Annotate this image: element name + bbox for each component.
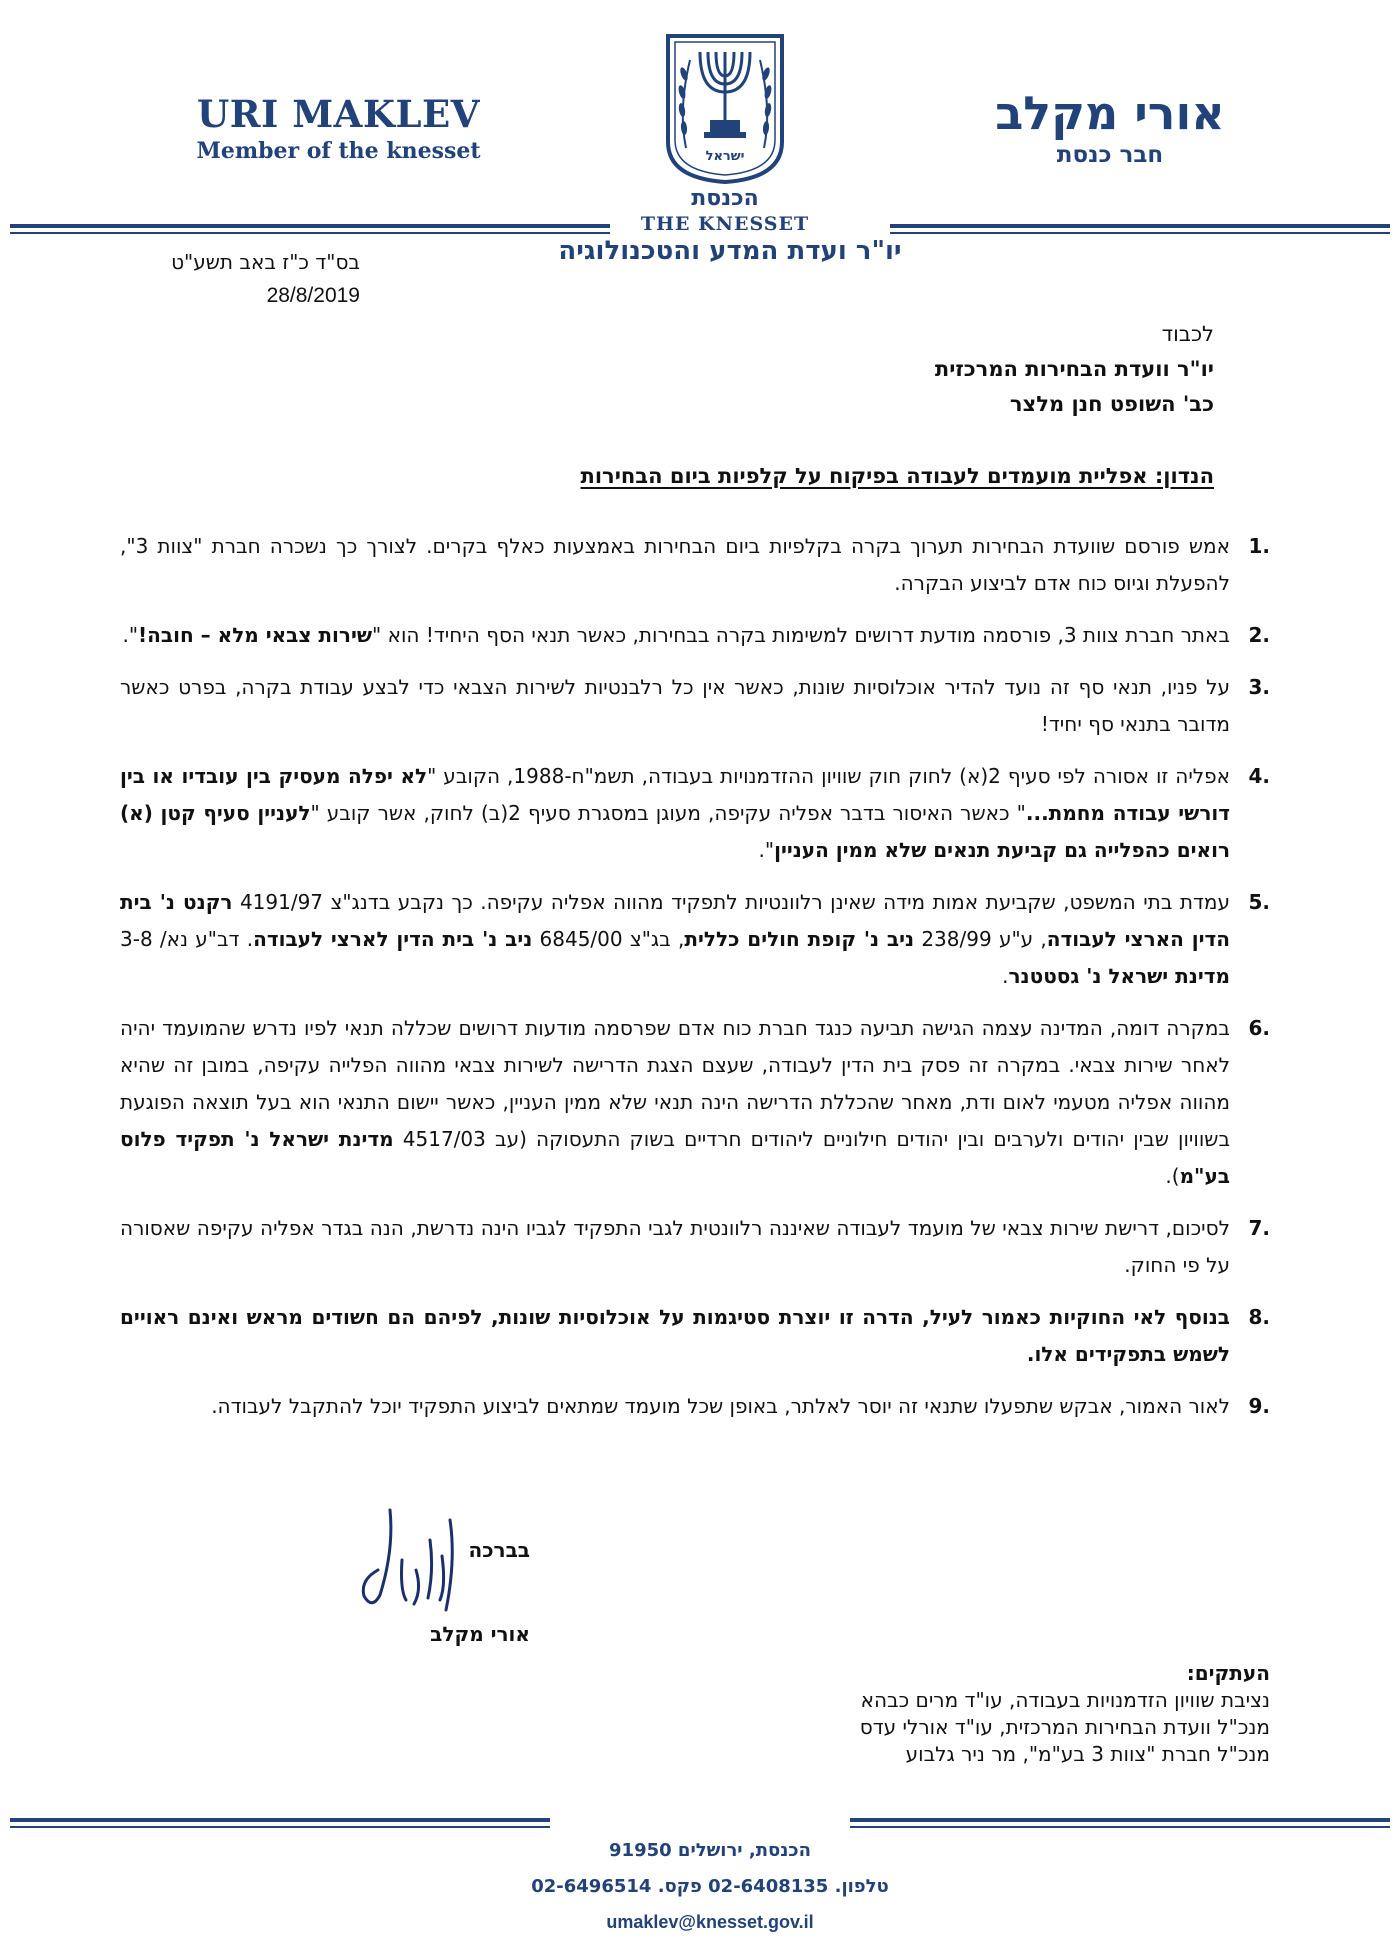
list-item: [120, 1210, 1270, 1284]
list-item: [120, 617, 1270, 654]
list-item: [120, 1388, 1270, 1425]
letter-body: [120, 528, 1270, 1440]
letter-date: 28/8/2019: [266, 284, 360, 307]
footer-rule-right-thin: [850, 1826, 1390, 1828]
item-text-bold: שירות צבאי מלא – חובה!: [138, 623, 373, 647]
item-text: [120, 758, 1230, 869]
handwritten-signature-icon: [350, 1500, 480, 1620]
item-text-span: .: [1002, 964, 1009, 988]
signer-name: אורי מקלב: [430, 1622, 530, 1646]
addressee-title: יו"ר וועדת הבחירות המרכזית: [934, 357, 1214, 381]
footer-email[interactable]: umaklev@knesset.gov.il: [606, 1912, 814, 1932]
cc-line: מנכ"ל חברת "צוות 3 בע"מ", מר ניר גלבוע: [905, 1742, 1270, 1766]
item-text-bold: ניב נ' בית הדין לארצי לעבודה: [253, 927, 533, 951]
item-text-span: במקרה דומה, המדינה עצמה הגישה תביעה כנגד חברת כוח אדם שפרסמה מודעות דרושים שכללה תנאי לפיו נדרש שהמועמד יהיה לאחר שירות צבאי. במקרה זה פסק בית הדין לעבודה, שעצם הצגת הדרישה לשירות צבאי מהווה הפלייה עקיפה, במובן זה שהיא מהווה אפליה מטעמי לאום ודת, מאחר שהכללת הדרישה הינה תנאי שלא ממין העניין, כאשר יישום התנאי הוא בעל תוצאה הפוגעת בשוויון שבין יהודים ולערבים ובין יהודים חילוניים ליהודים חרדיים בשוק התעסוקה (עב 4517/03: [120, 1016, 1231, 1151]
item-text: [120, 617, 1230, 654]
item-number: .3: [1248, 675, 1270, 699]
item-text-span: , בג"צ 6845/00: [532, 927, 685, 951]
header-rule-right-thin: [890, 232, 1390, 234]
item-number: .9: [1248, 1394, 1270, 1418]
item-text-bold: רקנט נ' בית הדין הארצי לעבודה: [120, 890, 1231, 951]
letterhead-role-english: Member of the knesset: [196, 138, 481, 164]
item-text-span: " כאשר האיסור בדבר אפליה עקיפה, מעוגן במסגרת סעיף 2(ב) לחוק, אשר קובע ": [310, 801, 1026, 825]
footer-rule-left: [10, 1818, 550, 1822]
item-text: [120, 1299, 1230, 1373]
item-text-bold: ניב נ' קופת חולים כללית: [684, 927, 915, 951]
item-text-span: ).: [1165, 1164, 1180, 1188]
item-number: .8: [1248, 1305, 1270, 1329]
item-text-bold: לעניין סעיף קטן (א) רואים כהפלייה גם קביעת תנאים שלא ממין העניין: [120, 801, 1230, 862]
item-text-span: ".: [758, 838, 775, 862]
header-rule-right: [890, 224, 1390, 228]
item-text-span: על פניו, תנאי סף זה נועד להדיר אוכלוסיות שונות, כאשר אין כל רלבנטיות לשירות הצבאי כדי לבצע עבודת בקרה, בפרט כאשר מדובר בתנאי סף יחיד!: [120, 675, 1230, 736]
item-number: .2: [1248, 623, 1270, 647]
item-number: .6: [1248, 1016, 1270, 1040]
item-text-bold: מדינת ישראל נ' גסטטנר: [1008, 964, 1230, 988]
item-text-span: אפליה זו אסורה לפי סעיף 2(א) לחוק חוק שוויון ההזדמנויות בעבודה, תשמ"ח-1988, הקובע ": [427, 764, 1231, 788]
header-rule-left-thin: [10, 232, 610, 234]
item-text-bold: מדינת ישראל נ' תפקיד פלוס בע"מ: [120, 1127, 1230, 1188]
item-text: [120, 1210, 1230, 1284]
item-text: [120, 884, 1230, 995]
cc-line: מנכ"ל וועדת הבחירות המרכזית, עו"ד אורלי עדס: [859, 1715, 1270, 1739]
item-number: .7: [1248, 1216, 1270, 1240]
item-text-span: עמדת בתי המשפט, שקביעת אמות מידה שאינן רלוונטיות לתפקיד מהווה אפליה עקיפה. כך נקבע בדנג"צ 4191/97: [232, 890, 1230, 914]
item-text: [120, 1388, 1230, 1425]
signature-block: [330, 1500, 530, 1660]
item-number: .5: [1248, 890, 1270, 914]
emblem-caption: ישראל: [705, 149, 745, 164]
letterhead-name-hebrew: אורי מקלב: [995, 86, 1225, 140]
hebrew-date: בס"ד כ"ז באב תשע"ט: [171, 250, 360, 274]
list-item: [120, 1299, 1270, 1373]
list-item: [120, 884, 1270, 995]
letterhead-name-english: URI MAKLEV: [197, 92, 480, 136]
cc-title: העתקים:: [1186, 1661, 1270, 1685]
item-text-span: באתר חברת צוות 3, פורסמה מודעת דרושים למשימות בקרה בבחירות, כאשר תנאי הסף היחיד! הוא ": [372, 623, 1230, 647]
subject-line: הנדון: אפליית מועמדים לעבודה בפיקוח על קלפיות ביום הבחירות: [580, 464, 1214, 488]
signature-greeting: בברכה: [468, 1538, 530, 1562]
item-text-bold: לא יפלה מעסיק בין עובדיו או בין דורשי עבודה מחמת...: [120, 764, 1230, 825]
footer-phone-fax: טלפון. 02-6408135 פקס. 02-6496514: [531, 1876, 889, 1897]
cc-list: [680, 1660, 1270, 1768]
item-text: [120, 528, 1230, 602]
item-number: .4: [1248, 764, 1270, 788]
footer-rule-right: [850, 1818, 1390, 1822]
item-text: [120, 669, 1230, 743]
item-text-span: , ע"ע 238/99: [914, 927, 1047, 951]
item-text-span: אמש פורסם שוועדת הבחירות תערוך בקרה בקלפיות ביום הבחירות באמצעות כאלף בקרים. לצורך כך נשכרה חברת "צוות 3", להפעלת וגיוס כוח אדם לביצוע הבקרה.: [120, 534, 1230, 595]
header-rule-left: [10, 224, 610, 228]
letterhead-role-hebrew: חבר כנסת: [1056, 142, 1164, 168]
list-item: [120, 1010, 1270, 1195]
knesset-name-hebrew: הכנסת: [691, 186, 759, 211]
addressee-salutation: לכבוד: [1161, 322, 1214, 346]
item-text-span: לסיכום, דרישת שירות צבאי של מועמד לעבודה שאיננה רלוונטית לגבי התפקיד לגביו הינה נדרשת, הנה בגדר אפליה עקיפה שאסורה על פי החוק.: [120, 1216, 1230, 1277]
item-number: .1: [1248, 534, 1270, 558]
list-item: [120, 758, 1270, 869]
committee-title: יו"ר ועדת המדע והטכנולוגיה: [558, 236, 902, 266]
addressee-name: כב' השופט חנן מלצר: [1009, 392, 1214, 416]
list-item: [120, 669, 1270, 743]
item-text: [120, 1010, 1230, 1195]
item-text-span: . דב"ע נא/ 3-8: [120, 927, 254, 951]
list-item: [120, 528, 1270, 602]
item-text-bold: בנוסף לאי החוקיות כאמור לעיל, הדרה זו יוצרת סטיגמות על אוכלוסיות שונות, לפיהם הם חשודים מראש ואינם ראויים לשמש בתפקידים אלו.: [120, 1305, 1230, 1366]
knesset-name-english: THE KNESSET: [640, 213, 810, 235]
item-text-span: לאור האמור, אבקש שתפעלו שתנאי זה יוסר לאלתר, באופן שכל מועמד שמתאים לביצוע התפקיד יוכל להתקבל לעבודה.: [211, 1394, 1230, 1418]
footer-rule-left-thin: [10, 1826, 550, 1828]
knesset-emblem-icon: [660, 30, 790, 185]
cc-line: נציבת שוויון הזדמנויות בעבודה, עו"ד מרים כבהא: [860, 1688, 1270, 1712]
item-text-span: ".: [122, 623, 139, 647]
footer-address: הכנסת, ירושלים 91950: [609, 1840, 811, 1861]
